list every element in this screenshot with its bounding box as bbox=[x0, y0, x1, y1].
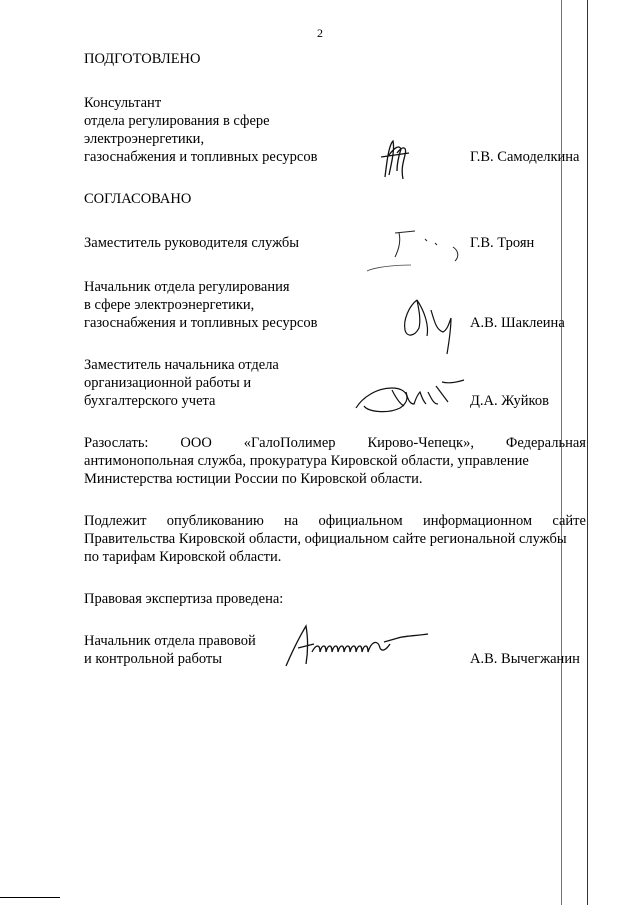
publication-word: Подлежит bbox=[84, 513, 147, 529]
publication-word: информационном bbox=[422, 513, 533, 529]
prepared-heading: ПОДГОТОВЛЕНО bbox=[84, 51, 201, 67]
signature-troyan bbox=[365, 225, 465, 275]
position-line: отдела регулирования в сфере bbox=[84, 113, 270, 129]
distribution-line: антимонопольная служба, прокуратура Кировской области, управление bbox=[84, 453, 529, 469]
position-line: бухгалтерского учета bbox=[84, 393, 216, 409]
legal-review-name: А.В. Вычегжанин bbox=[470, 651, 580, 667]
agreed-name: А.В. Шаклеина bbox=[470, 315, 565, 331]
page-number: 2 bbox=[317, 26, 323, 40]
position-line: Начальник отдела правовой bbox=[84, 633, 256, 649]
distribution-word: Разослать: bbox=[84, 435, 149, 451]
distribution-word: Федеральная bbox=[505, 435, 586, 451]
agreed-position: Заместитель руководителя службы bbox=[84, 235, 300, 251]
publication-line bbox=[84, 512, 586, 530]
signature-vychegzhanin bbox=[282, 622, 432, 670]
position-line: Консультант bbox=[84, 95, 162, 111]
legal-review-statement: Правовая экспертиза проведена: bbox=[84, 591, 284, 607]
position-line: электроэнергетики, bbox=[84, 131, 205, 147]
signature-samodelkina bbox=[375, 135, 415, 185]
position-line: Начальник отдела регулирования bbox=[84, 279, 290, 295]
publication-word: на bbox=[284, 513, 299, 529]
distribution-line: Министерства юстиции России по Кировской области. bbox=[84, 471, 423, 487]
publication-paragraph bbox=[84, 512, 586, 566]
publication-word: сайте bbox=[552, 513, 586, 529]
publication-line: по тарифам Кировской области. bbox=[84, 549, 282, 565]
agreed-position bbox=[84, 356, 279, 410]
legal-review-position bbox=[84, 632, 256, 668]
distribution-word: ООО bbox=[180, 435, 212, 451]
distribution-line bbox=[84, 434, 586, 452]
scan-artifact-line bbox=[587, 0, 588, 905]
signature-zhuikov bbox=[352, 378, 467, 418]
distribution-paragraph bbox=[84, 434, 586, 488]
position-line: и контрольной работы bbox=[84, 651, 222, 667]
signature-shakleina bbox=[395, 290, 465, 360]
distribution-word: Кирово-Чепецк», bbox=[367, 435, 474, 451]
distribution-word: «ГалоПолимер bbox=[243, 435, 336, 451]
position-line: газоснабжения и топливных ресурсов bbox=[84, 149, 318, 165]
scan-artifact-line bbox=[0, 897, 60, 898]
agreed-name: Д.А. Жуйков bbox=[470, 393, 549, 409]
prepared-position bbox=[84, 94, 317, 166]
publication-line: Правительства Кировской области, официальном сайте региональной службы bbox=[84, 531, 567, 547]
position-line: в сфере электроэнергетики, bbox=[84, 297, 255, 313]
agreed-heading: СОГЛАСОВАНО bbox=[84, 191, 192, 207]
position-line: газоснабжения и топливных ресурсов bbox=[84, 315, 318, 331]
position-line: организационной работы и bbox=[84, 375, 252, 391]
publication-word: официальном bbox=[318, 513, 403, 529]
prepared-name: Г.В. Самоделкина bbox=[470, 149, 580, 165]
agreed-name: Г.В. Троян bbox=[470, 235, 535, 251]
publication-word: опубликованию bbox=[166, 513, 264, 529]
agreed-position bbox=[84, 278, 317, 332]
position-line: Заместитель начальника отдела bbox=[84, 357, 279, 373]
